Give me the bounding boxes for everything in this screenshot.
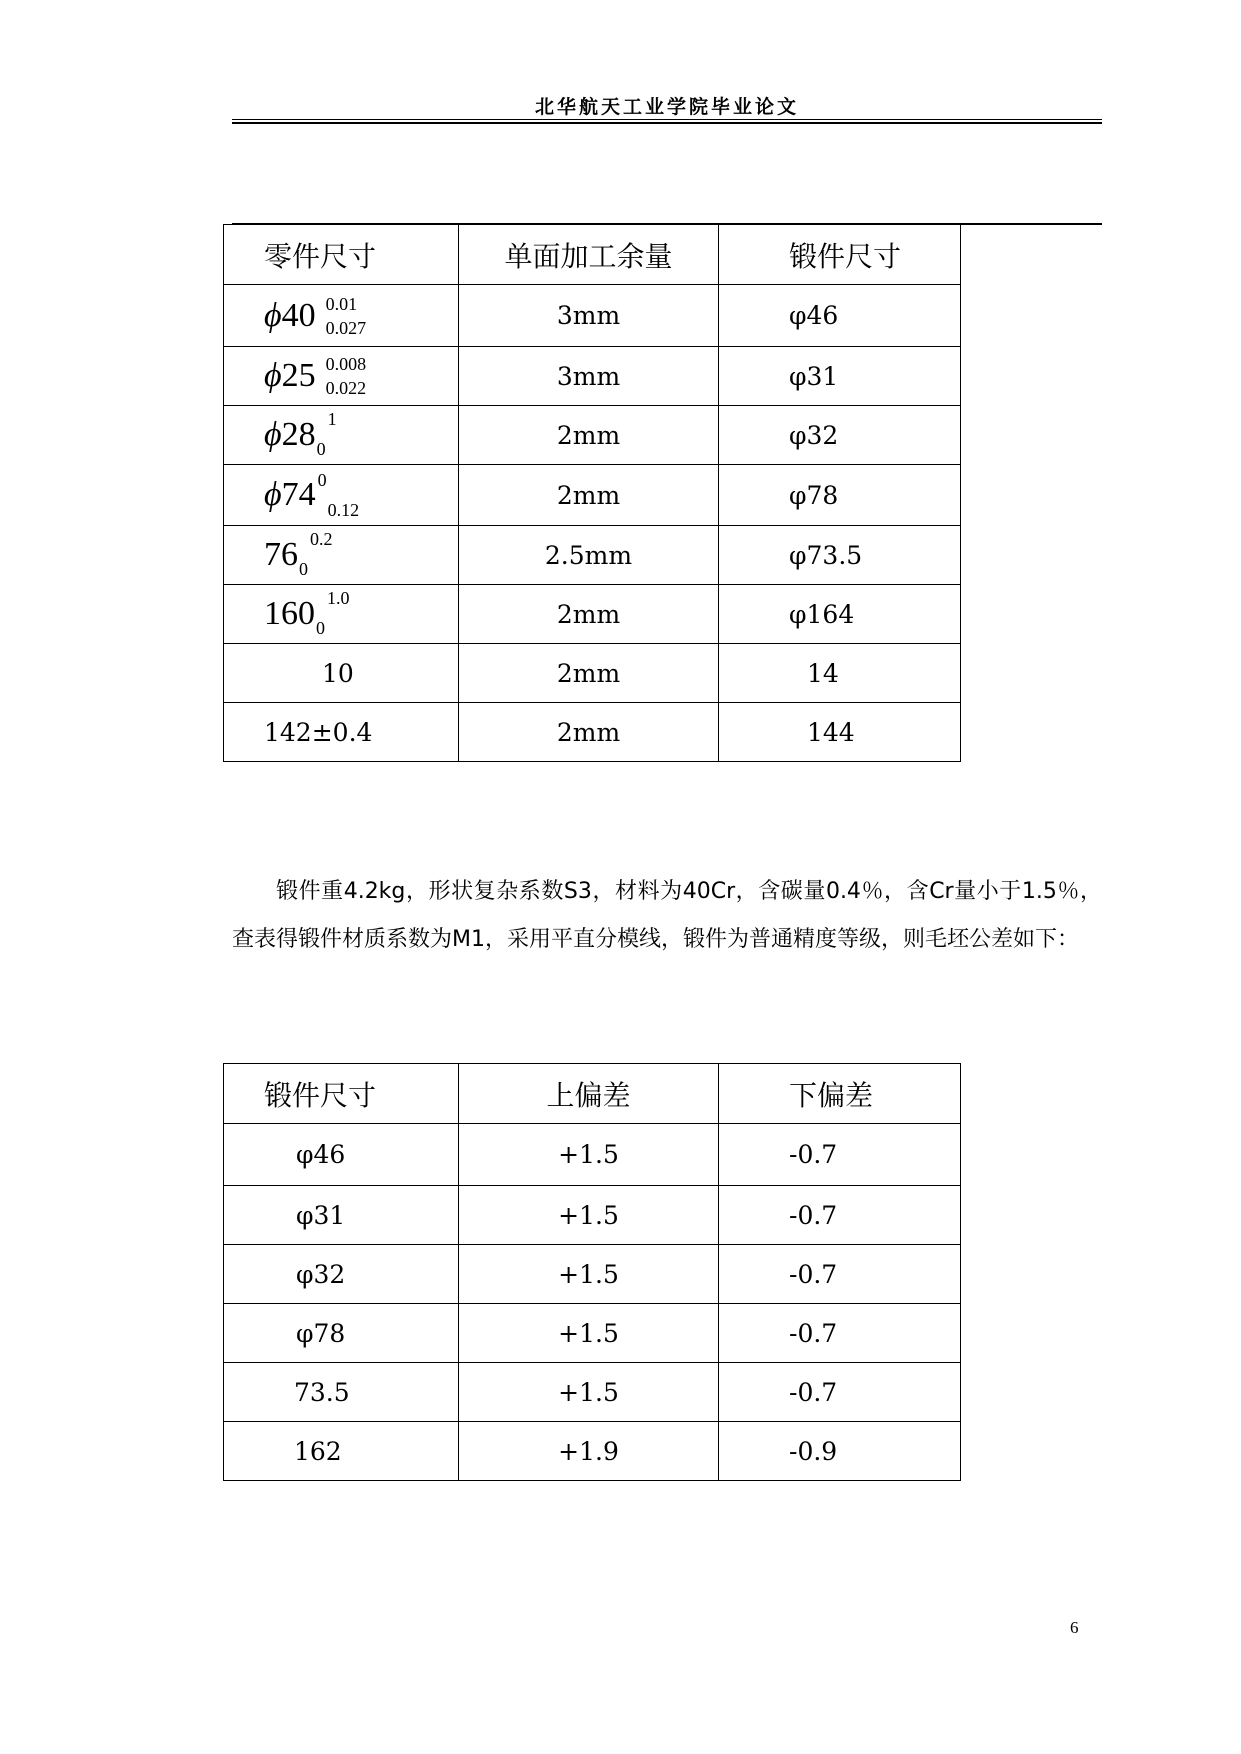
upper-tolerance: 0.2	[310, 528, 333, 549]
lower-deviation-cell: -0.7	[719, 1186, 961, 1245]
lower-tolerance: 0	[316, 617, 325, 638]
forging-size-cell: φ78	[224, 1304, 459, 1363]
upper-deviation-cell: +1.5	[459, 1186, 719, 1245]
table-row	[224, 406, 961, 465]
lower-tolerance: 0.022	[325, 378, 367, 398]
upper-tolerance: 1	[327, 408, 337, 429]
upper-tolerance: 0.01	[325, 293, 358, 314]
forging-size-cell: 73.5	[224, 1363, 459, 1422]
column-header-allowance: 单面加工余量	[459, 225, 719, 285]
machining-allowance-table	[223, 224, 961, 762]
table-row	[224, 1124, 961, 1186]
phi-symbol: ϕ	[264, 296, 282, 334]
table-header-row	[224, 225, 961, 285]
allowance-cell: 2mm	[459, 585, 719, 644]
dimension-base: 76	[264, 536, 298, 573]
table-row	[224, 285, 961, 347]
part-size-cell	[224, 465, 459, 526]
allowance-cell: 2mm	[459, 644, 719, 703]
dimension-base: 28	[281, 416, 316, 453]
upper-deviation-cell: +1.5	[459, 1245, 719, 1304]
dimension-base: 25	[281, 357, 316, 394]
table-row	[224, 1422, 961, 1481]
forging-size-cell: φ46	[719, 285, 961, 347]
lower-deviation-cell: -0.7	[719, 1124, 961, 1186]
forging-size-cell: φ73.5	[719, 526, 961, 585]
forging-size-cell: φ78	[719, 465, 961, 526]
upper-deviation-cell: +1.5	[459, 1124, 719, 1186]
allowance-cell: 2mm	[459, 703, 719, 762]
allowance-cell: 3mm	[459, 347, 719, 406]
upper-tolerance: 1.0	[327, 587, 350, 608]
forging-size-cell: 162	[224, 1422, 459, 1481]
table-row	[224, 465, 961, 526]
lower-deviation-cell: -0.7	[719, 1304, 961, 1363]
table-row	[224, 526, 961, 585]
phi-symbol: ϕ	[264, 357, 282, 394]
forging-size-cell: φ164	[719, 585, 961, 644]
column-header-part-size: 零件尺寸	[224, 225, 459, 285]
table-header-row	[224, 1064, 961, 1124]
lower-tolerance: 0	[316, 438, 326, 459]
dimension-base: 74	[281, 476, 316, 513]
forging-size-cell: φ31	[224, 1186, 459, 1245]
part-size-cell	[224, 526, 459, 585]
forging-size-cell: φ32	[224, 1245, 459, 1304]
column-header-lower-deviation: 下偏差	[719, 1064, 961, 1124]
part-size-cell	[224, 347, 459, 406]
column-header-upper-deviation: 上偏差	[459, 1064, 719, 1124]
allowance-cell: 2mm	[459, 465, 719, 526]
table-row	[224, 1186, 961, 1245]
phi-symbol: ϕ	[264, 416, 282, 453]
header-rule-thick	[232, 122, 1102, 124]
table-row	[224, 703, 961, 762]
header-rule	[232, 119, 1102, 120]
table-row	[224, 1304, 961, 1363]
phi-symbol: ϕ	[264, 476, 282, 513]
part-size-cell	[224, 406, 459, 465]
lower-deviation-cell: -0.7	[719, 1363, 961, 1422]
blank-tolerance-table	[223, 1063, 961, 1481]
forging-size-cell: φ32	[719, 406, 961, 465]
paragraph-text: 锻件重4.2kg，形状复杂系数S3，材料为40Cr，含碳量0.4％，含Cr量小于1.5％，查表得锻件材质系数为M1，采用平直分模线，锻件为普通精度等级，则毛坯公差如下：	[232, 879, 1102, 952]
forging-size-cell: φ46	[224, 1124, 459, 1186]
allowance-cell: 2.5mm	[459, 526, 719, 585]
table-row	[224, 347, 961, 406]
lower-tolerance: 0	[299, 558, 308, 579]
forging-size-cell: 14	[719, 644, 961, 703]
table-row	[224, 1245, 961, 1304]
part-size-cell: 10	[224, 644, 459, 703]
forging-size-cell: φ31	[719, 347, 961, 406]
table-row	[224, 585, 961, 644]
part-size-cell: 142±0.4	[224, 703, 459, 762]
allowance-cell: 3mm	[459, 285, 719, 347]
lower-tolerance: 0.12	[327, 500, 360, 520]
column-header-forging-size: 锻件尺寸	[719, 225, 961, 285]
header-title: 北华航天工业学院毕业论文	[534, 96, 799, 118]
lower-deviation-cell: -0.9	[719, 1422, 961, 1481]
upper-deviation-cell: +1.5	[459, 1304, 719, 1363]
upper-tolerance: 0	[317, 470, 327, 490]
table-row	[224, 1363, 961, 1422]
upper-deviation-cell: +1.9	[459, 1422, 719, 1481]
dimension-base: 40	[281, 296, 316, 334]
page-number: 6	[1070, 1618, 1079, 1637]
body-paragraph	[232, 868, 1102, 964]
table-row	[224, 644, 961, 703]
part-size-cell	[224, 285, 459, 347]
lower-tolerance: 0.027	[325, 317, 367, 338]
dimension-base: 160	[264, 595, 315, 632]
upper-tolerance: 0.008	[325, 354, 367, 374]
forging-size-cell: 144	[719, 703, 961, 762]
lower-deviation-cell: -0.7	[719, 1245, 961, 1304]
column-header-forging-size: 锻件尺寸	[224, 1064, 459, 1124]
upper-deviation-cell: +1.5	[459, 1363, 719, 1422]
part-size-cell	[224, 585, 459, 644]
allowance-cell: 2mm	[459, 406, 719, 465]
